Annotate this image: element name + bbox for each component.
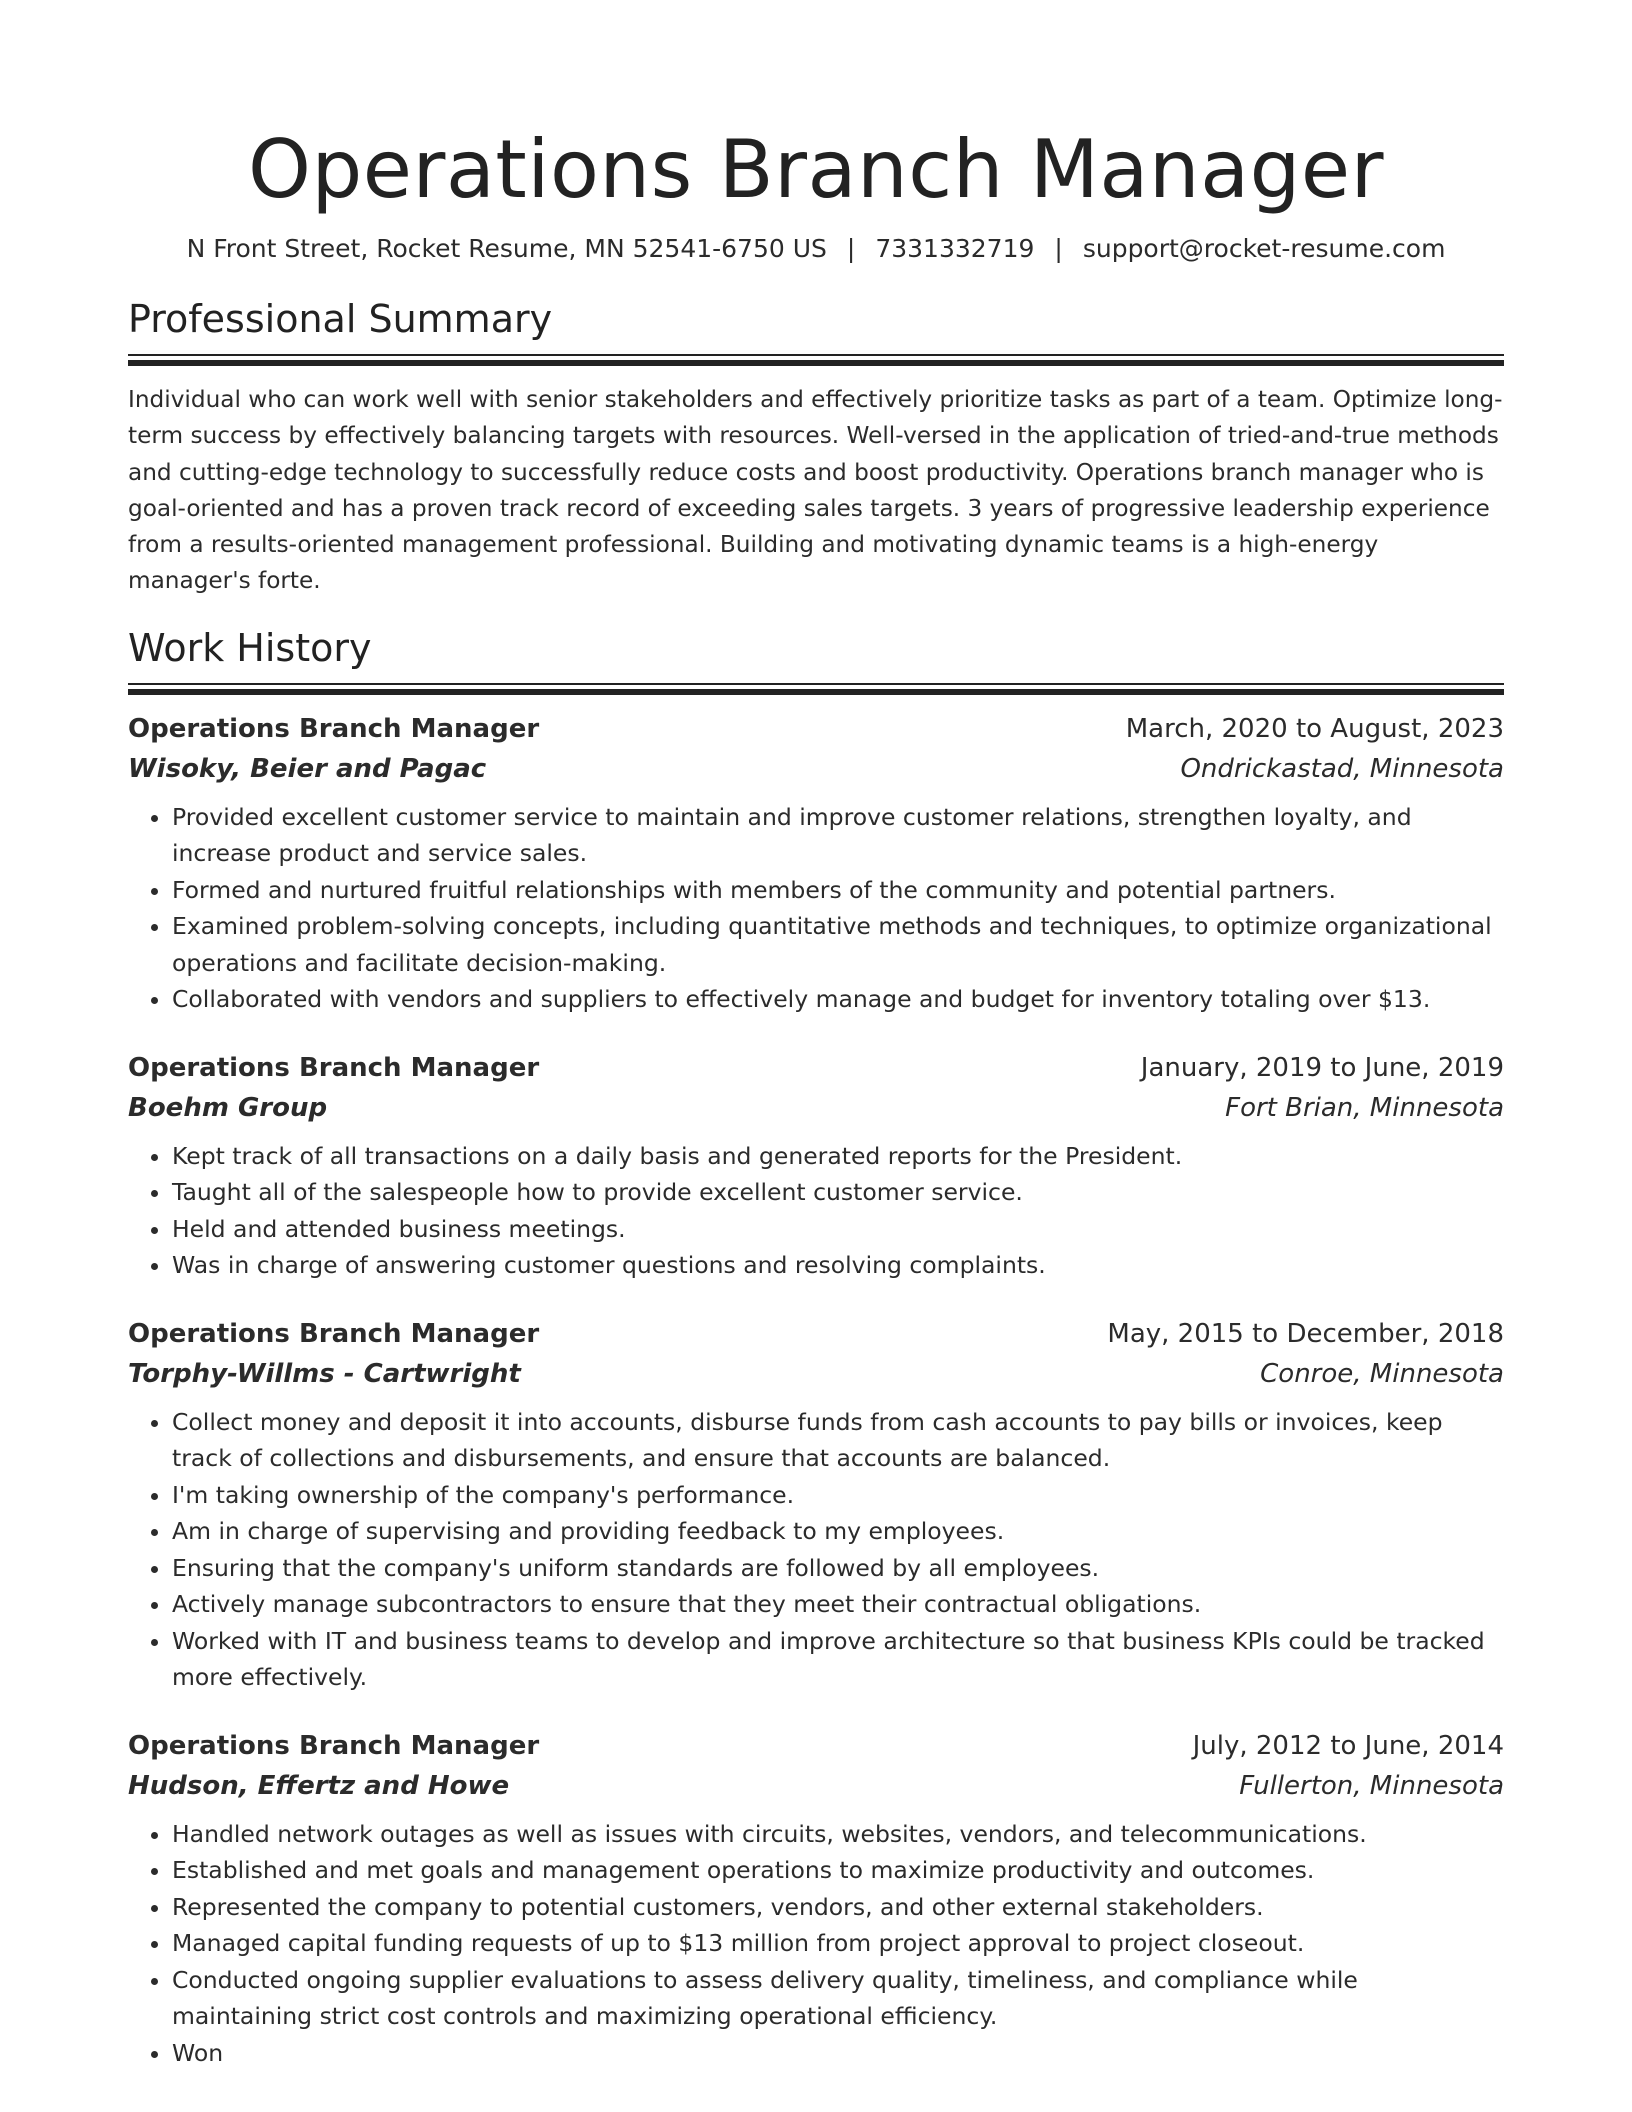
job-bullet-list — [128, 799, 1504, 1018]
contact-separator: | — [846, 234, 856, 263]
job-entry — [128, 1048, 1504, 1284]
contact-line — [128, 232, 1504, 266]
job-entry — [128, 1314, 1504, 1696]
summary-text: Individual who can work well with senior stakeholders and effectively prioritize tasks as part of a team. Optimize long-term success by effectively balancing targets with resources. Well-versed in the application of tried-and-true methods and cutting-edge technology to successfully reduce costs and boost productivity. Operations branch manager who is goal-oriented and has a proven track record of exceeding sales targets. 3 years of progressive leadership experience from a results-oriented management professional. Building and motivating dynamic teams is a high-energy manager's forte. — [128, 386, 1503, 595]
job-dates: March, 2020 to August, 2023 — [1125, 713, 1504, 744]
job-bullet: • Collect money and deposit it into accounts, disburse funds from cash accounts to pay bills or invoices, keep track of collections and disbursements, and ensure that accounts are balanced. — [172, 1404, 1504, 1477]
job-bullet: • Conducted ongoing supplier evaluations to assess delivery quality, timeliness, and compliance while maintaining strict cost controls and maximizing operational efficiency. — [172, 1962, 1504, 2035]
job-company: Torphy-Willms - Cartwright — [128, 1358, 521, 1389]
job-bullet-list — [128, 1816, 1504, 2072]
divider-thick-line — [128, 689, 1504, 695]
job-company: Boehm Group — [128, 1092, 328, 1123]
job-company: Hudson, Effertz and Howe — [128, 1770, 510, 1801]
job-bullet: • Actively manage subcontractors to ensure that they meet their contractual obligations. — [172, 1586, 1504, 1623]
job-company-row — [128, 1766, 1504, 1806]
job-dates: May, 2015 to December, 2018 — [1107, 1318, 1504, 1349]
summary-heading: Professional Summary — [128, 297, 553, 341]
job-bullet: • Examined problem-solving concepts, including quantitative methods and techniques, to optimize organizational operations and facilitate decision-making. — [172, 908, 1504, 981]
job-bullet: • Provided excellent customer service to maintain and improve customer relations, strengthen loyalty, and increase product and service sales. — [172, 799, 1504, 872]
job-bullet: • Handled network outages as well as issues with circuits, websites, vendors, and telecommunications. — [172, 1816, 1504, 1853]
job-title: Operations Branch Manager — [128, 1052, 540, 1083]
job-location: Conroe, Minnesota — [1260, 1358, 1504, 1389]
job-location: Fullerton, Minnesota — [1239, 1770, 1504, 1801]
job-bullet: • Collaborated with vendors and suppliers to effectively manage and budget for inventory totaling over $13. — [172, 981, 1504, 1018]
summary-section — [128, 296, 1504, 600]
job-header-row — [128, 1048, 1504, 1088]
job-bullet: • Formed and nurtured fruitful relationships with members of the community and potential partners. — [172, 872, 1504, 909]
job-dates: January, 2019 to June, 2019 — [1140, 1052, 1504, 1083]
contact-email: support@rocket-resume.com — [1082, 234, 1446, 263]
resume-page — [128, 0, 1504, 2071]
job-company-row — [128, 1088, 1504, 1128]
contact-address: N Front Street, Rocket Resume, MN 52541-6750 US — [186, 234, 827, 263]
job-bullet: • Worked with IT and business teams to develop and improve architecture so that business KPIs could be tracked more effectively. — [172, 1623, 1504, 1696]
job-header-row — [128, 1314, 1504, 1354]
divider-thin-line — [128, 354, 1504, 356]
divider-thin-line — [128, 683, 1504, 685]
job-bullet-list — [128, 1404, 1504, 1696]
job-bullet: • Ensuring that the company's uniform standards are followed by all employees. — [172, 1550, 1504, 1587]
section-divider — [128, 683, 1504, 693]
job-bullet: • Managed capital funding requests of up to $13 million from project approval to project closeout. — [172, 1925, 1504, 1962]
job-location: Ondrickastad, Minnesota — [1180, 753, 1504, 784]
job-bullet: • I'm taking ownership of the company's performance. — [172, 1477, 1504, 1514]
job-bullet: • Established and met goals and management operations to maximize productivity and outcomes. — [172, 1852, 1504, 1889]
contact-separator: | — [1054, 234, 1063, 263]
job-company: Wisoky, Beier and Pagac — [128, 753, 487, 784]
job-header-row — [128, 1726, 1504, 1766]
job-bullet: • Represented the company to potential customers, vendors, and other external stakeholders. — [172, 1889, 1504, 1926]
job-title: Operations Branch Manager — [128, 1318, 540, 1349]
job-company-row — [128, 1354, 1504, 1394]
job-bullet-list — [128, 1138, 1504, 1284]
work-history-heading: Work History — [128, 625, 372, 670]
job-bullet: • Was in charge of answering customer questions and resolving complaints. — [172, 1247, 1504, 1284]
job-dates: July, 2012 to June, 2014 — [1192, 1730, 1504, 1761]
job-bullet: • Am in charge of supervising and providing feedback to my employees. — [172, 1513, 1504, 1550]
resume-title: Operations Branch Manager — [247, 123, 1384, 216]
job-bullet: • Won — [172, 2035, 1504, 2072]
job-bullet: • Taught all of the salespeople how to provide excellent customer service. — [172, 1174, 1504, 1211]
job-bullet: • Kept track of all transactions on a daily basis and generated reports for the President. — [172, 1138, 1504, 1175]
job-title: Operations Branch Manager — [128, 713, 540, 744]
divider-thick-line — [128, 360, 1504, 366]
job-company-row — [128, 749, 1504, 789]
job-entry — [128, 1726, 1504, 2072]
contact-phone: 7331332719 — [875, 234, 1035, 263]
job-entry — [128, 709, 1504, 1018]
job-title: Operations Branch Manager — [128, 1730, 540, 1761]
job-location: Fort Brian, Minnesota — [1225, 1092, 1504, 1123]
job-header-row — [128, 709, 1504, 749]
job-bullet: • Held and attended business meetings. — [172, 1211, 1504, 1248]
section-divider — [128, 354, 1504, 364]
work-history-section — [128, 625, 1504, 2072]
